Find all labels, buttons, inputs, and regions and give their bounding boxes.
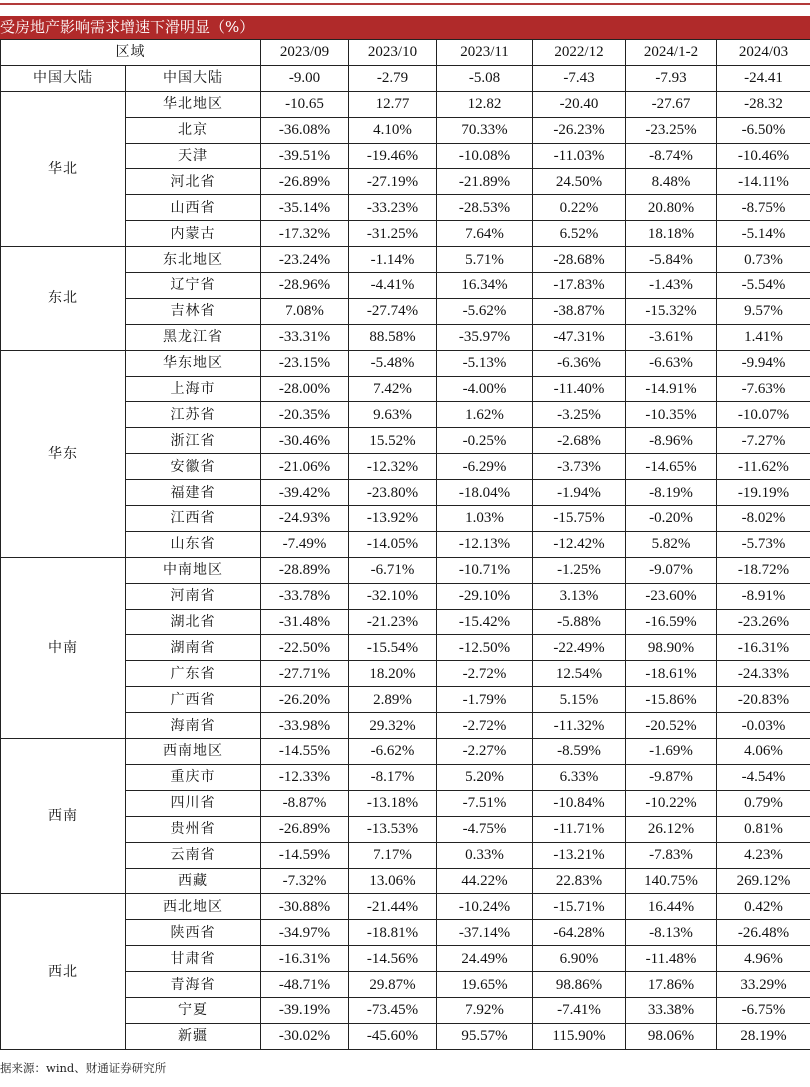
value-cell: 98.86% [533,972,626,998]
value-cell: 33.38% [626,997,717,1023]
value-cell: -23.26% [717,609,810,635]
value-cell: -14.59% [261,842,349,868]
value-cell: 29.87% [349,972,437,998]
value-cell: 6.52% [533,221,626,247]
value-cell: -4.00% [437,376,533,402]
value-cell: 140.75% [626,868,717,894]
value-cell: -16.31% [261,946,349,972]
table-title-bar [0,16,810,39]
value-cell: 98.90% [626,635,717,661]
period-header: 2023/11 [437,40,533,66]
value-cell: -35.14% [261,195,349,221]
value-cell: -4.75% [437,816,533,842]
value-cell: -18.61% [626,661,717,687]
value-cell: -5.54% [717,273,810,299]
value-cell: -5.48% [349,350,437,376]
value-cell: -36.08% [261,117,349,143]
value-cell: 7.42% [349,376,437,402]
subregion-cell: 山西省 [126,195,261,221]
value-cell: -15.54% [349,635,437,661]
value-cell: 9.63% [349,402,437,428]
value-cell: -2.72% [437,661,533,687]
value-cell: -73.45% [349,997,437,1023]
value-cell: 18.18% [626,221,717,247]
value-cell: -28.00% [261,376,349,402]
value-cell: 0.73% [717,247,810,273]
subregion-cell: 西藏 [126,868,261,894]
period-header: 2024/03 [717,40,810,66]
value-cell: -28.89% [261,557,349,583]
table-title: 受房地产影响需求增速下滑明显（%） [0,18,255,36]
value-cell: -7.32% [261,868,349,894]
subregion-cell: 中国大陆 [126,65,261,91]
value-cell: -13.18% [349,790,437,816]
value-cell: -35.97% [437,324,533,350]
value-cell: 1.03% [437,506,533,532]
value-cell: -8.02% [717,506,810,532]
value-cell: 19.65% [437,972,533,998]
value-cell: -23.24% [261,247,349,273]
value-cell: -8.17% [349,764,437,790]
value-cell: -26.23% [533,117,626,143]
value-cell: -23.80% [349,480,437,506]
value-cell: -22.50% [261,635,349,661]
value-cell: -7.27% [717,428,810,454]
value-cell: -20.52% [626,713,717,739]
subregion-cell: 东北地区 [126,247,261,273]
value-cell: 4.23% [717,842,810,868]
group-cell: 中南 [1,557,126,738]
table-row [1,247,810,273]
value-cell: -9.94% [717,350,810,376]
value-cell: -13.53% [349,816,437,842]
value-cell: -32.10% [349,583,437,609]
subregion-cell: 四川省 [126,790,261,816]
region-header: 区域 [1,40,261,66]
value-cell: -27.71% [261,661,349,687]
subregion-cell: 华东地区 [126,350,261,376]
subregion-cell: 青海省 [126,972,261,998]
value-cell: -28.68% [533,247,626,273]
value-cell: 7.08% [261,298,349,324]
value-cell: -0.20% [626,506,717,532]
value-cell: 115.90% [533,1023,626,1049]
value-cell: -33.98% [261,713,349,739]
value-cell: 1.41% [717,324,810,350]
subregion-cell: 西南地区 [126,739,261,765]
value-cell: -39.42% [261,480,349,506]
value-cell: -14.55% [261,739,349,765]
group-cell: 西北 [1,894,126,1049]
value-cell: -11.32% [533,713,626,739]
value-cell: -39.51% [261,143,349,169]
subregion-cell: 吉林省 [126,298,261,324]
value-cell: -0.03% [717,713,810,739]
value-cell: -1.14% [349,247,437,273]
value-cell: -23.25% [626,117,717,143]
value-cell: -12.33% [261,764,349,790]
value-cell: 12.82 [437,91,533,117]
value-cell: -6.29% [437,454,533,480]
value-cell: -9.87% [626,764,717,790]
value-cell: -28.96% [261,273,349,299]
value-cell: -18.04% [437,480,533,506]
value-cell: -5.08 [437,65,533,91]
subregion-cell: 河南省 [126,583,261,609]
value-cell: -6.75% [717,997,810,1023]
value-cell: -28.32 [717,91,810,117]
value-cell: -1.25% [533,557,626,583]
source-note: 据来源：wind、财通证券研究所 [0,1061,167,1075]
group-cell: 华东 [1,350,126,557]
group-cell: 中国大陆 [1,65,126,91]
top-rule-line [0,3,810,5]
subregion-cell: 西北地区 [126,894,261,920]
value-cell: -8.75% [717,195,810,221]
value-cell: -3.25% [533,402,626,428]
value-cell: -24.33% [717,661,810,687]
value-cell: -1.43% [626,273,717,299]
subregion-cell: 福建省 [126,480,261,506]
value-cell: 1.62% [437,402,533,428]
value-cell: -31.48% [261,609,349,635]
value-cell: 98.06% [626,1023,717,1049]
value-cell: 8.48% [626,169,717,195]
value-cell: 24.49% [437,946,533,972]
value-cell: -15.75% [533,506,626,532]
subregion-cell: 甘肃省 [126,946,261,972]
value-cell: -21.44% [349,894,437,920]
subregion-cell: 新疆 [126,1023,261,1049]
value-cell: -3.73% [533,454,626,480]
value-cell: -2.72% [437,713,533,739]
value-cell: -18.81% [349,920,437,946]
value-cell: -24.93% [261,506,349,532]
period-header: 2023/10 [349,40,437,66]
value-cell: 0.22% [533,195,626,221]
table-body [1,40,810,1050]
subregion-cell: 湖南省 [126,635,261,661]
value-cell: -18.72% [717,557,810,583]
value-cell: -20.83% [717,687,810,713]
value-cell: -34.97% [261,920,349,946]
value-cell: -24.41 [717,65,810,91]
value-cell: -9.00 [261,65,349,91]
value-cell: -7.83% [626,842,717,868]
table-header-row [1,40,810,66]
value-cell: -26.89% [261,816,349,842]
value-cell: -0.25% [437,428,533,454]
value-cell: -28.53% [437,195,533,221]
value-cell: 4.96% [717,946,810,972]
value-cell: -14.05% [349,531,437,557]
table-row [1,894,810,920]
value-cell: -1.94% [533,480,626,506]
value-cell: -30.02% [261,1023,349,1049]
value-cell: -64.28% [533,920,626,946]
value-cell: 9.57% [717,298,810,324]
value-cell: 29.32% [349,713,437,739]
value-cell: -26.20% [261,687,349,713]
subregion-cell: 宁夏 [126,997,261,1023]
value-cell: -7.49% [261,531,349,557]
value-cell: -30.88% [261,894,349,920]
value-cell: 7.92% [437,997,533,1023]
value-cell: -5.14% [717,221,810,247]
value-cell: -33.78% [261,583,349,609]
value-cell: -7.51% [437,790,533,816]
value-cell: 44.22% [437,868,533,894]
group-cell: 西南 [1,739,126,894]
value-cell: -26.89% [261,169,349,195]
value-cell: -11.62% [717,454,810,480]
value-cell: -20.35% [261,402,349,428]
value-cell: -19.19% [717,480,810,506]
value-cell: 16.34% [437,273,533,299]
subregion-cell: 湖北省 [126,609,261,635]
group-cell: 东北 [1,247,126,351]
value-cell: -12.42% [533,531,626,557]
value-cell: -38.87% [533,298,626,324]
value-cell: -22.49% [533,635,626,661]
value-cell: 26.12% [626,816,717,842]
value-cell: -8.19% [626,480,717,506]
value-cell: -8.74% [626,143,717,169]
value-cell: -14.11% [717,169,810,195]
value-cell: -5.13% [437,350,533,376]
subregion-cell: 广西省 [126,687,261,713]
value-cell: -5.62% [437,298,533,324]
value-cell: -31.25% [349,221,437,247]
value-cell: -8.59% [533,739,626,765]
value-cell: -23.60% [626,583,717,609]
value-cell: -10.07% [717,402,810,428]
value-cell: 20.80% [626,195,717,221]
value-cell: -4.54% [717,764,810,790]
value-cell: 6.90% [533,946,626,972]
value-cell: 5.15% [533,687,626,713]
value-cell: 24.50% [533,169,626,195]
value-cell: -10.35% [626,402,717,428]
value-cell: -10.46% [717,143,810,169]
value-cell: -12.13% [437,531,533,557]
value-cell: 7.64% [437,221,533,247]
value-cell: -5.88% [533,609,626,635]
value-cell: -17.83% [533,273,626,299]
value-cell: -23.15% [261,350,349,376]
value-cell: -6.63% [626,350,717,376]
value-cell: -48.71% [261,972,349,998]
subregion-cell: 北京 [126,117,261,143]
value-cell: -45.60% [349,1023,437,1049]
subregion-cell: 上海市 [126,376,261,402]
value-cell: -19.46% [349,143,437,169]
value-cell: 4.06% [717,739,810,765]
value-cell: 7.17% [349,842,437,868]
value-cell: -27.19% [349,169,437,195]
value-cell: -4.41% [349,273,437,299]
group-cell: 华北 [1,91,126,246]
value-cell: -21.89% [437,169,533,195]
value-cell: -14.65% [626,454,717,480]
value-cell: -27.67 [626,91,717,117]
value-cell: -15.42% [437,609,533,635]
value-cell: -15.32% [626,298,717,324]
subregion-cell: 江苏省 [126,402,261,428]
value-cell: -10.22% [626,790,717,816]
value-cell: 5.82% [626,531,717,557]
subregion-cell: 中南地区 [126,557,261,583]
value-cell: 95.57% [437,1023,533,1049]
value-cell: -9.07% [626,557,717,583]
value-cell: -7.43 [533,65,626,91]
value-cell: -11.71% [533,816,626,842]
value-cell: 0.79% [717,790,810,816]
value-cell: -11.48% [626,946,717,972]
value-cell: -27.74% [349,298,437,324]
value-cell: -8.13% [626,920,717,946]
value-cell: -7.63% [717,376,810,402]
subregion-cell: 安徽省 [126,454,261,480]
value-cell: -21.23% [349,609,437,635]
subregion-cell: 黑龙江省 [126,324,261,350]
value-cell: -39.19% [261,997,349,1023]
value-cell: -2.68% [533,428,626,454]
value-cell: 22.83% [533,868,626,894]
value-cell: 5.20% [437,764,533,790]
value-cell: -10.71% [437,557,533,583]
value-cell: -10.24% [437,894,533,920]
value-cell: -6.71% [349,557,437,583]
value-cell: -14.56% [349,946,437,972]
value-cell: 6.33% [533,764,626,790]
value-cell: 5.71% [437,247,533,273]
period-header: 2022/12 [533,40,626,66]
value-cell: 2.89% [349,687,437,713]
value-cell: -8.96% [626,428,717,454]
subregion-cell: 华北地区 [126,91,261,117]
value-cell: 18.20% [349,661,437,687]
value-cell: -7.41% [533,997,626,1023]
value-cell: -6.36% [533,350,626,376]
value-cell: -10.84% [533,790,626,816]
value-cell: -7.93 [626,65,717,91]
value-cell: -30.46% [261,428,349,454]
value-cell: 70.33% [437,117,533,143]
value-cell: -17.32% [261,221,349,247]
value-cell: -10.65 [261,91,349,117]
value-cell: -12.32% [349,454,437,480]
value-cell: 0.42% [717,894,810,920]
subregion-cell: 陕西省 [126,920,261,946]
value-cell: -2.27% [437,739,533,765]
value-cell: 13.06% [349,868,437,894]
subregion-cell: 山东省 [126,531,261,557]
value-cell: -8.87% [261,790,349,816]
value-cell: 15.52% [349,428,437,454]
value-cell: 12.77 [349,91,437,117]
value-cell: -12.50% [437,635,533,661]
value-cell: 28.19% [717,1023,810,1049]
value-cell: -16.31% [717,635,810,661]
subregion-cell: 内蒙古 [126,221,261,247]
data-table [0,39,810,1050]
subregion-cell: 贵州省 [126,816,261,842]
table-row [1,739,810,765]
value-cell: -20.40 [533,91,626,117]
value-cell: -5.73% [717,531,810,557]
value-cell: -33.31% [261,324,349,350]
subregion-cell: 辽宁省 [126,273,261,299]
value-cell: 12.54% [533,661,626,687]
period-header: 2024/1-2 [626,40,717,66]
subregion-cell: 海南省 [126,713,261,739]
value-cell: -14.91% [626,376,717,402]
value-cell: -6.62% [349,739,437,765]
subregion-cell: 天津 [126,143,261,169]
value-cell: -37.14% [437,920,533,946]
top-rule [0,0,810,8]
value-cell: -13.92% [349,506,437,532]
value-cell: -1.79% [437,687,533,713]
subregion-cell: 浙江省 [126,428,261,454]
value-cell: -21.06% [261,454,349,480]
value-cell: -11.40% [533,376,626,402]
table-row [1,350,810,376]
value-cell: -47.31% [533,324,626,350]
value-cell: -15.86% [626,687,717,713]
value-cell: 17.86% [626,972,717,998]
table-row [1,557,810,583]
value-cell: -6.50% [717,117,810,143]
table-row [1,91,810,117]
value-cell: -10.08% [437,143,533,169]
value-cell: -29.10% [437,583,533,609]
value-cell: -2.79 [349,65,437,91]
value-cell: -3.61% [626,324,717,350]
value-cell: -5.84% [626,247,717,273]
subregion-cell: 云南省 [126,842,261,868]
value-cell: -11.03% [533,143,626,169]
value-cell: -1.69% [626,739,717,765]
value-cell: 88.58% [349,324,437,350]
period-header: 2023/09 [261,40,349,66]
subregion-cell: 河北省 [126,169,261,195]
value-cell: -16.59% [626,609,717,635]
value-cell: 33.29% [717,972,810,998]
value-cell: 3.13% [533,583,626,609]
subregion-cell: 广东省 [126,661,261,687]
table-row [1,65,810,91]
value-cell: 0.81% [717,816,810,842]
subregion-cell: 重庆市 [126,764,261,790]
value-cell: 16.44% [626,894,717,920]
value-cell: 4.10% [349,117,437,143]
value-cell: -8.91% [717,583,810,609]
value-cell: 269.12% [717,868,810,894]
value-cell: -33.23% [349,195,437,221]
value-cell: -26.48% [717,920,810,946]
subregion-cell: 江西省 [126,506,261,532]
value-cell: -13.21% [533,842,626,868]
value-cell: 0.33% [437,842,533,868]
value-cell: -15.71% [533,894,626,920]
